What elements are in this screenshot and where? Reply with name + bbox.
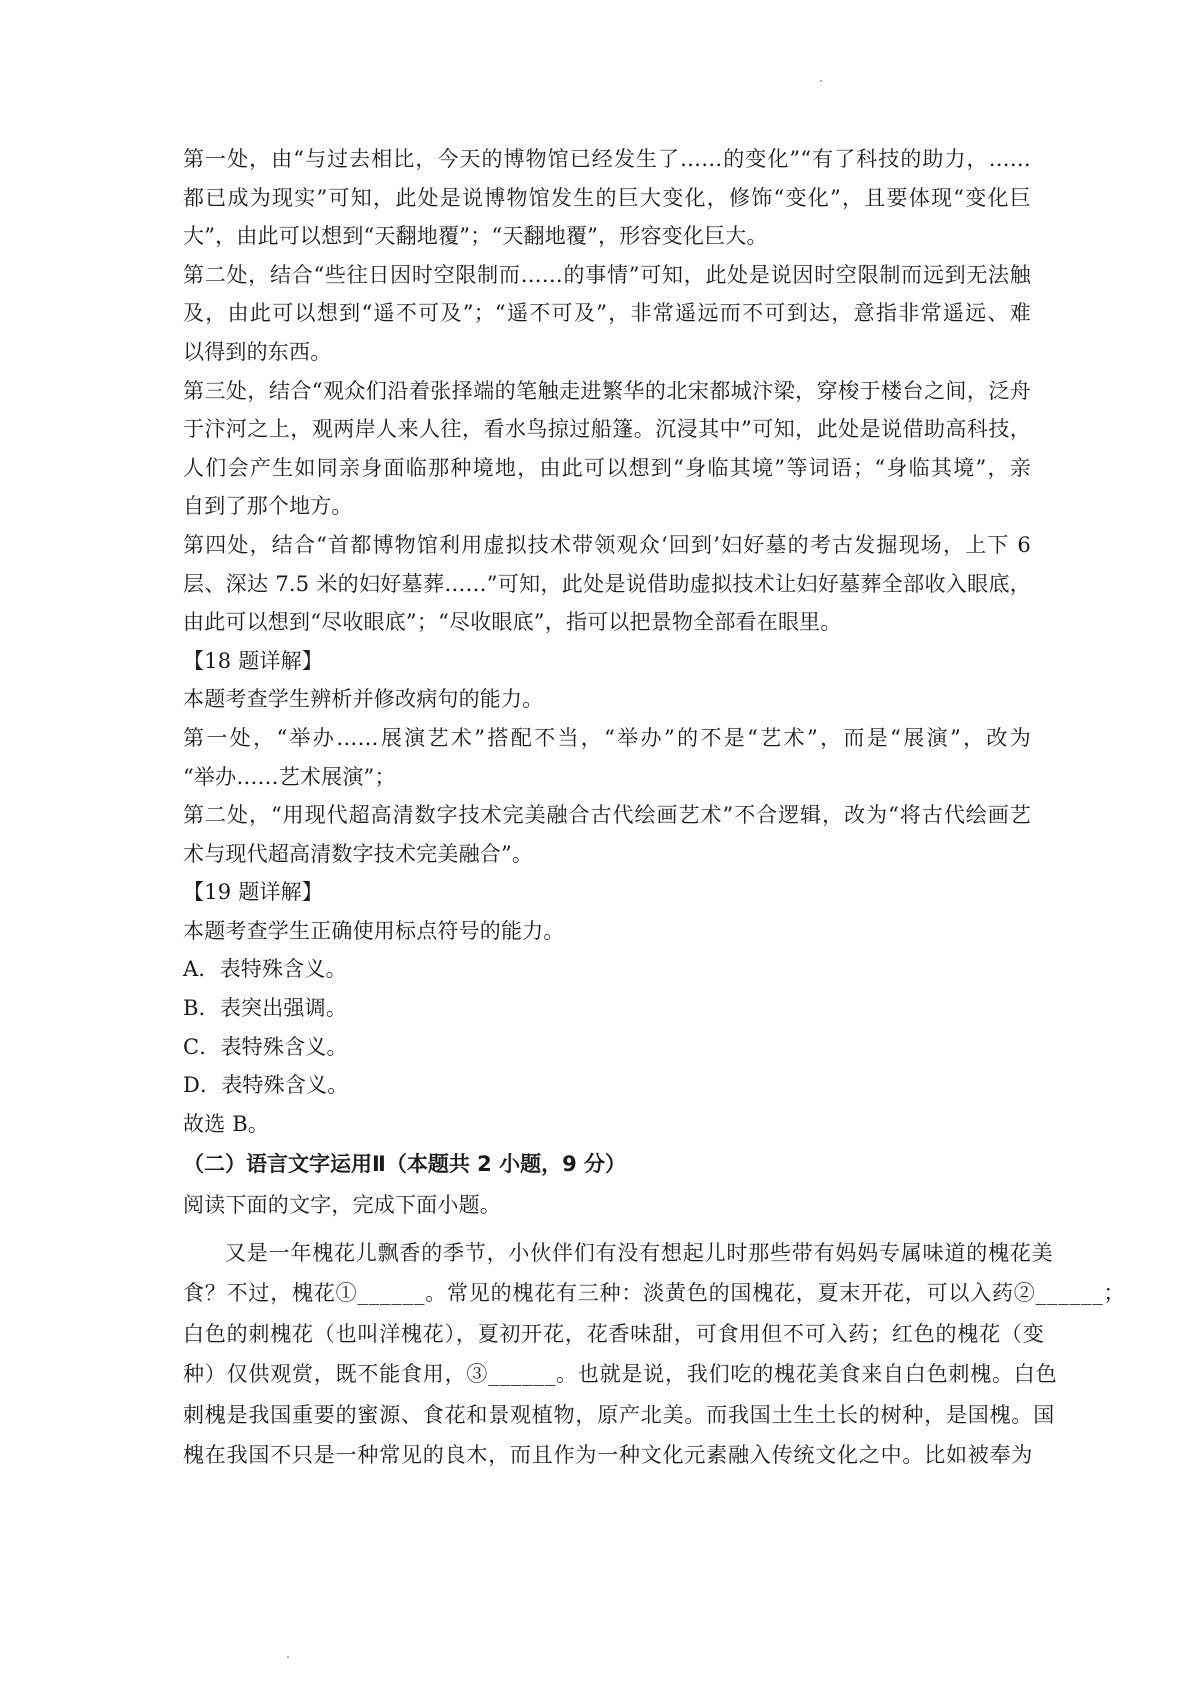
passage-line: 槐在我国不只是一种常见的良木，而且作为一种文化元素融入传统文化之中。比如被奉为 [183, 1443, 1034, 1468]
text-line: 第一处，“举办……展演艺术”搭配不当，“举办”的不是“艺术”，而是“展演”，改为 [183, 725, 1031, 750]
reading-passage [183, 1233, 1126, 1476]
question-18-point-2 [183, 796, 1031, 873]
text-line: 第四处，结合“首都博物馆利用虚拟技术带领观众‘回到’妇好墓的考古发掘现场，上下 6 [183, 532, 1031, 557]
question-18-point-1 [183, 719, 1031, 796]
passage-line: 种）仅供观赏，既不能食用，③______。也就是说，我们吃的槐花美食来自白色刺槐。白色 [183, 1362, 1058, 1387]
reading-instruction: 阅读下面的文字，完成下面小题。 [183, 1193, 501, 1218]
explanation-paragraph-2 [183, 256, 1031, 372]
passage-line: 白色的刺槐花（也叫洋槐花），夏初开花，花香味甜，可食用但不可入药；红色的槐花（变 [183, 1321, 1045, 1346]
option-b: B．表突出强调。 [183, 996, 348, 1021]
explanation-paragraph-3 [183, 372, 1031, 526]
scan-speck [820, 80, 822, 82]
text-line: 都已成为现实”可知，此处是说博物馆发生的巨大变化，修饰“变化”，且要体现“变化巨 [183, 185, 1031, 210]
explanation-paragraph-4 [183, 526, 1031, 642]
text-line: 大”，由此可以想到“天翻地覆”；“天翻地覆”，形容变化巨大。 [183, 224, 768, 249]
section-heading: （二）语言文字运用Ⅱ（本题共 2 小题，9 分） [183, 1152, 626, 1177]
text-line: 层、深达 7.5 米的妇好墓葬……”可知，此处是说借助虚拟技术让妇好墓葬全部收入眼底， [183, 571, 1031, 596]
passage-line: 刺槐是我国重要的蜜源、食花和景观植物，原产北美。而我国土生土长的树种，是国槐。国 [183, 1402, 1055, 1427]
text-line: 自到了那个地方。 [183, 494, 353, 519]
question-19-intro: 本题考查学生正确使用标点符号的能力。 [183, 918, 565, 943]
passage-line: 食？不过，槐花①______。常见的槐花有三种：淡黄色的国槐花，夏末开花，可以入药②______； [183, 1281, 1126, 1306]
text-line: 以得到的东西。 [183, 339, 332, 364]
option-c: C．表特殊含义。 [183, 1034, 348, 1059]
question-19-heading: 【19 题详解】 [183, 880, 323, 905]
text-line: 第二处，结合“些往日因时空限制而……的事情”可知，此处是说因时空限制而远到无法触 [183, 262, 1031, 287]
text-line: 第二处，“用现代超高清数字技术完美融合古代绘画艺术”不合逻辑，改为“将古代绘画艺 [183, 803, 1031, 828]
text-line: 及，由此可以想到“遥不可及”；“遥不可及”，非常遥远而不可到达，意指非常遥远、难 [183, 301, 1031, 326]
text-line: 第三处，结合“观众们沿着张择端的笔触走进繁华的北宋都城汴梁，穿梭于楼台之间，泛舟 [183, 378, 1031, 403]
text-line: 于汴河之上，观两岸人来人往，看水鸟掠过船篷。沉浸其中”可知，此处是说借助高科技， [183, 417, 1031, 442]
text-line: 由此可以想到“尽收眼底”；“尽收眼底”，指可以把景物全部看在眼里。 [183, 610, 842, 635]
question-18-heading: 【18 题详解】 [183, 648, 323, 673]
text-line: “举办……艺术展演”； [183, 764, 396, 789]
text-line: 人们会产生如同亲身面临那种境地，由此可以想到“身临其境”等词语；“身临其境”，亲 [183, 455, 1031, 480]
explanation-paragraph-1 [183, 140, 1031, 256]
option-a: A．表特殊含义。 [183, 957, 347, 982]
passage-line: 又是一年槐花儿飘香的季节，小伙伴们有没有想起儿时那些带有妈妈专属味道的槐花美 [225, 1240, 1054, 1265]
question-18-intro: 本题考查学生辨析并修改病句的能力。 [183, 687, 544, 712]
option-d: D．表特殊含义。 [183, 1073, 349, 1098]
document-body [183, 140, 1126, 1476]
text-line: 第一处，由“与过去相比，今天的博物馆已经发生了……的变化”“有了科技的助力，…… [183, 147, 1031, 171]
text-line: 术与现代超高清数字技术完美融合”。 [183, 841, 534, 866]
answer-line: 故选 B。 [183, 1111, 270, 1136]
scan-speck [287, 1656, 289, 1658]
